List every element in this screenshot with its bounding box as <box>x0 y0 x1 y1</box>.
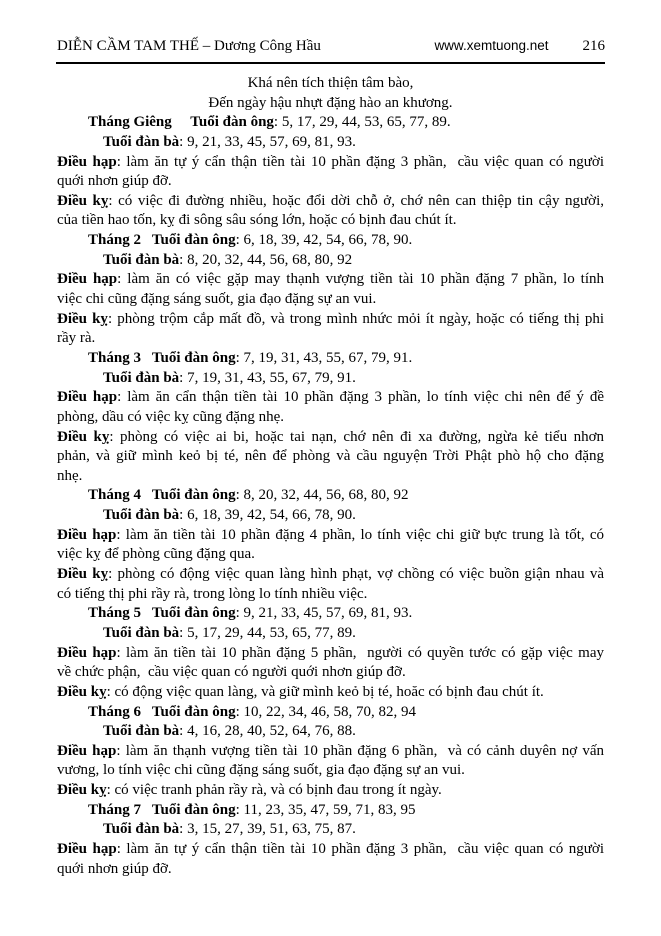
body-text: : 7, 19, 31, 43, 55, 67, 79, 91. <box>235 349 413 366</box>
body-text-line <box>57 840 604 860</box>
bold-label-text: Điều kỵ <box>57 310 108 327</box>
body-text-line <box>57 585 604 605</box>
body-text: có tiếng thị phi rầy rà, trong lòng lo tính nhiều việc. <box>57 585 368 602</box>
bold-label-text: Điều kỵ <box>57 566 109 583</box>
bold-label-text: Tháng 4 Tuổi đàn ông <box>88 487 236 504</box>
bold-label-text: Điều hạp <box>57 389 118 406</box>
body-text: : phòng có động việc quan làng hình phạt, vợ chồng có việc buồn giận nhau và <box>108 566 605 583</box>
body-text: : phòng có việc ai bi, hoặc tai nạn, chớ nên đi xa đường, ngừa kẻ tiểu nhơn <box>109 428 604 445</box>
body-text: việc chi cũng đặng sáng suốt, gia đạo đặng sự an vui. <box>57 291 377 308</box>
bold-label-text: Tuổi đàn bà <box>103 369 180 386</box>
body-text: : 4, 16, 28, 40, 52, 64, 76, 88. <box>179 723 356 740</box>
body-text: Khá nên tích thiện tâm bào, <box>247 75 414 91</box>
body-text: : 7, 19, 31, 43, 55, 67, 79, 91. <box>179 369 356 386</box>
body-text-line <box>57 388 604 408</box>
bold-label-text: Tháng Giêng Tuổi đàn ông <box>88 114 274 131</box>
page-header <box>57 38 605 55</box>
body-text: rầy rà. <box>57 330 96 347</box>
body-text: : làm ăn tự ý cẩn thận tiền tài 10 phần đặng 3 phần, cầu việc quan có người <box>116 840 604 857</box>
body-text: : có việc tranh phản rầy rà, và có bịnh đau trong ít ngày. <box>106 782 442 799</box>
body-text-line <box>57 644 604 664</box>
body-text-line <box>57 428 604 448</box>
header-right <box>434 38 605 55</box>
body-text: : 5, 17, 29, 44, 53, 65, 77, 89. <box>179 624 356 641</box>
body-text-line <box>57 761 604 781</box>
body-text: về chức phận, cầu việc quan có người quới nhơn giúp đỡ. <box>57 664 406 681</box>
body-text: vương, lo tính việc chi cũng đặng sáng suốt, gia đạo đặng sự an vui. <box>57 762 465 779</box>
body-text-line <box>57 172 604 192</box>
bold-label-text: Điều kỵ <box>57 782 107 799</box>
body-text: nhẹ. <box>57 467 83 484</box>
bold-label-text: Tuổi đàn bà <box>103 507 180 524</box>
body-text-line <box>57 192 604 212</box>
body-text: : làm ăn thạnh vượng tiền tài 10 phần đặng 6 phần, và có cảnh duyên nợ vấn <box>116 742 604 759</box>
body-text-line <box>57 447 604 467</box>
body-text-line <box>57 211 604 231</box>
body-text: phản, và giữ mình keỏ bị té, nên để phòng và cầu nguyện Trời Phật phò hộ cho đặng <box>57 448 604 465</box>
body-text-line <box>57 270 604 290</box>
month-header-line <box>57 113 604 133</box>
body-text: việc kỵ để phòng cũng đặng qua. <box>57 546 255 563</box>
book-title: DIỄN CẦM TAM THẾ – Dương Công Hầu <box>57 38 321 54</box>
month-header-line <box>57 604 604 624</box>
body-text: : 8, 20, 32, 44, 56, 68, 80, 92 <box>179 251 353 268</box>
women-ages-line <box>57 624 604 644</box>
body-text-line <box>57 467 604 487</box>
body-text: : có việc đi đường nhiều, hoặc đổi dời chỗ ở, chớ nên can thiệp tin cậy người, <box>108 192 604 209</box>
women-ages-line <box>57 722 604 742</box>
body-text: quới nhơn giúp đỡ. <box>57 173 172 190</box>
bold-label-text: Điều hạp <box>57 742 117 759</box>
body-text-line <box>57 663 604 683</box>
month-header-line <box>57 486 604 506</box>
body-text: : làm ăn cẩn thận tiền tài 10 phần đặng 3 phần, lo tính việc chi nên để ý đề <box>117 389 605 406</box>
body-text-line <box>57 545 604 565</box>
body-text: : có động việc quan làng, và giữ mình keỏ bị té, hoăc có bịnh đau chút ít. <box>106 683 544 700</box>
website-text: www.xemtuong.net <box>434 38 549 53</box>
body-text: phòng, dầu có việc kỵ cũng đặng nhẹ. <box>57 408 285 425</box>
bold-label-text: Tuổi đàn bà <box>103 133 180 150</box>
body-text-line <box>57 683 604 703</box>
body-text-line <box>57 781 604 801</box>
body-text: : 9, 21, 33, 45, 57, 69, 81, 93. <box>235 605 413 622</box>
bold-label-text: Điều hạp <box>57 526 117 543</box>
month-header-line <box>57 231 604 251</box>
bold-label-text: Điều hạp <box>57 153 117 170</box>
bold-label-text: Tuổi đàn bà <box>103 821 180 838</box>
body-text: : làm ăn tiền tài 10 phần đặng 5 phần, người có quyền tước có gặp việc may <box>116 644 604 661</box>
body-text-line <box>57 329 604 349</box>
bold-label-text: Tuổi đàn bà <box>103 723 180 740</box>
body-text-line <box>57 310 604 330</box>
month-header-line <box>57 801 604 821</box>
verse-line <box>57 74 604 94</box>
body-text-line <box>57 860 604 880</box>
body-text: quới nhơn giúp đỡ. <box>57 860 172 877</box>
bold-label-text: Tháng 6 Tuổi đàn ông <box>88 703 236 720</box>
women-ages-line <box>57 820 604 840</box>
document-body <box>57 74 604 879</box>
month-header-line <box>57 703 604 723</box>
bold-label-text: Tháng 2 Tuổi đàn ông <box>88 232 236 249</box>
bold-label-text: Điều hạp <box>57 840 117 857</box>
body-text-line <box>57 408 604 428</box>
verse-line <box>57 94 604 114</box>
bold-label-text: Tháng 3 Tuổi đàn ông <box>88 349 236 366</box>
women-ages-line <box>57 133 604 153</box>
month-header-line <box>57 349 604 369</box>
women-ages-line <box>57 506 604 526</box>
header-divider <box>56 62 605 64</box>
body-text: : 3, 15, 27, 39, 51, 63, 75, 87. <box>179 821 356 838</box>
body-text: : làm ăn tự ý cẩn thận tiền tài 10 phần đặng 3 phần, cầu việc quan có người <box>116 153 604 170</box>
bold-label-text: Tuổi đàn bà <box>103 251 180 268</box>
body-text: : phòng trộm cắp mất đồ, và trong mình nhức mỏi ít ngày, hoặc có tiếng thị phi <box>107 310 604 327</box>
body-text: Đến ngày hậu nhựt đặng hào an khương. <box>208 94 453 111</box>
body-text: : 5, 17, 29, 44, 53, 65, 77, 89. <box>273 114 451 131</box>
body-text: : 6, 18, 39, 42, 54, 66, 78, 90. <box>235 232 413 249</box>
body-text: : 6, 18, 39, 42, 54, 66, 78, 90. <box>179 507 356 524</box>
body-text-line <box>57 290 604 310</box>
body-text-line <box>57 565 604 585</box>
page-number: 216 <box>582 38 605 54</box>
bold-label-text: Tháng 7 Tuổi đàn ông <box>88 801 236 818</box>
bold-label-text: Điều kỵ <box>57 683 107 700</box>
bold-label-text: Điều hạp <box>57 271 118 288</box>
bold-label-text: Điều kỵ <box>57 192 109 209</box>
bold-label-text: Tuổi đàn bà <box>103 624 180 641</box>
body-text-line <box>57 742 604 762</box>
body-text: : 8, 20, 32, 44, 56, 68, 80, 92 <box>235 487 409 504</box>
bold-label-text: Điều hạp <box>57 644 117 661</box>
body-text: : làm ăn có việc gặp may thạnh vượng tiền tài 10 phần đặng 7 phần, lo tính <box>117 271 605 288</box>
bold-label-text: Tháng 5 Tuổi đàn ông <box>88 605 236 622</box>
women-ages-line <box>57 369 604 389</box>
body-text-line <box>57 526 604 546</box>
body-text: của tiền hao tốn, kỵ đi sông sâu sóng lớn, hoặc có bịnh đau chút ít. <box>57 212 457 229</box>
body-text: : làm ăn tiền tài 10 phần đặng 4 phần, lo tính việc chi giữ bực trung là tốt, có <box>116 526 605 543</box>
body-text: : 10, 22, 34, 46, 58, 70, 82, 94 <box>235 703 417 720</box>
women-ages-line <box>57 251 604 271</box>
body-text: : 11, 23, 35, 47, 59, 71, 83, 95 <box>235 801 416 818</box>
bold-label-text: Điều kỵ <box>57 428 110 445</box>
body-text: : 9, 21, 33, 45, 57, 69, 81, 93. <box>179 133 356 150</box>
body-text-line <box>57 153 604 173</box>
